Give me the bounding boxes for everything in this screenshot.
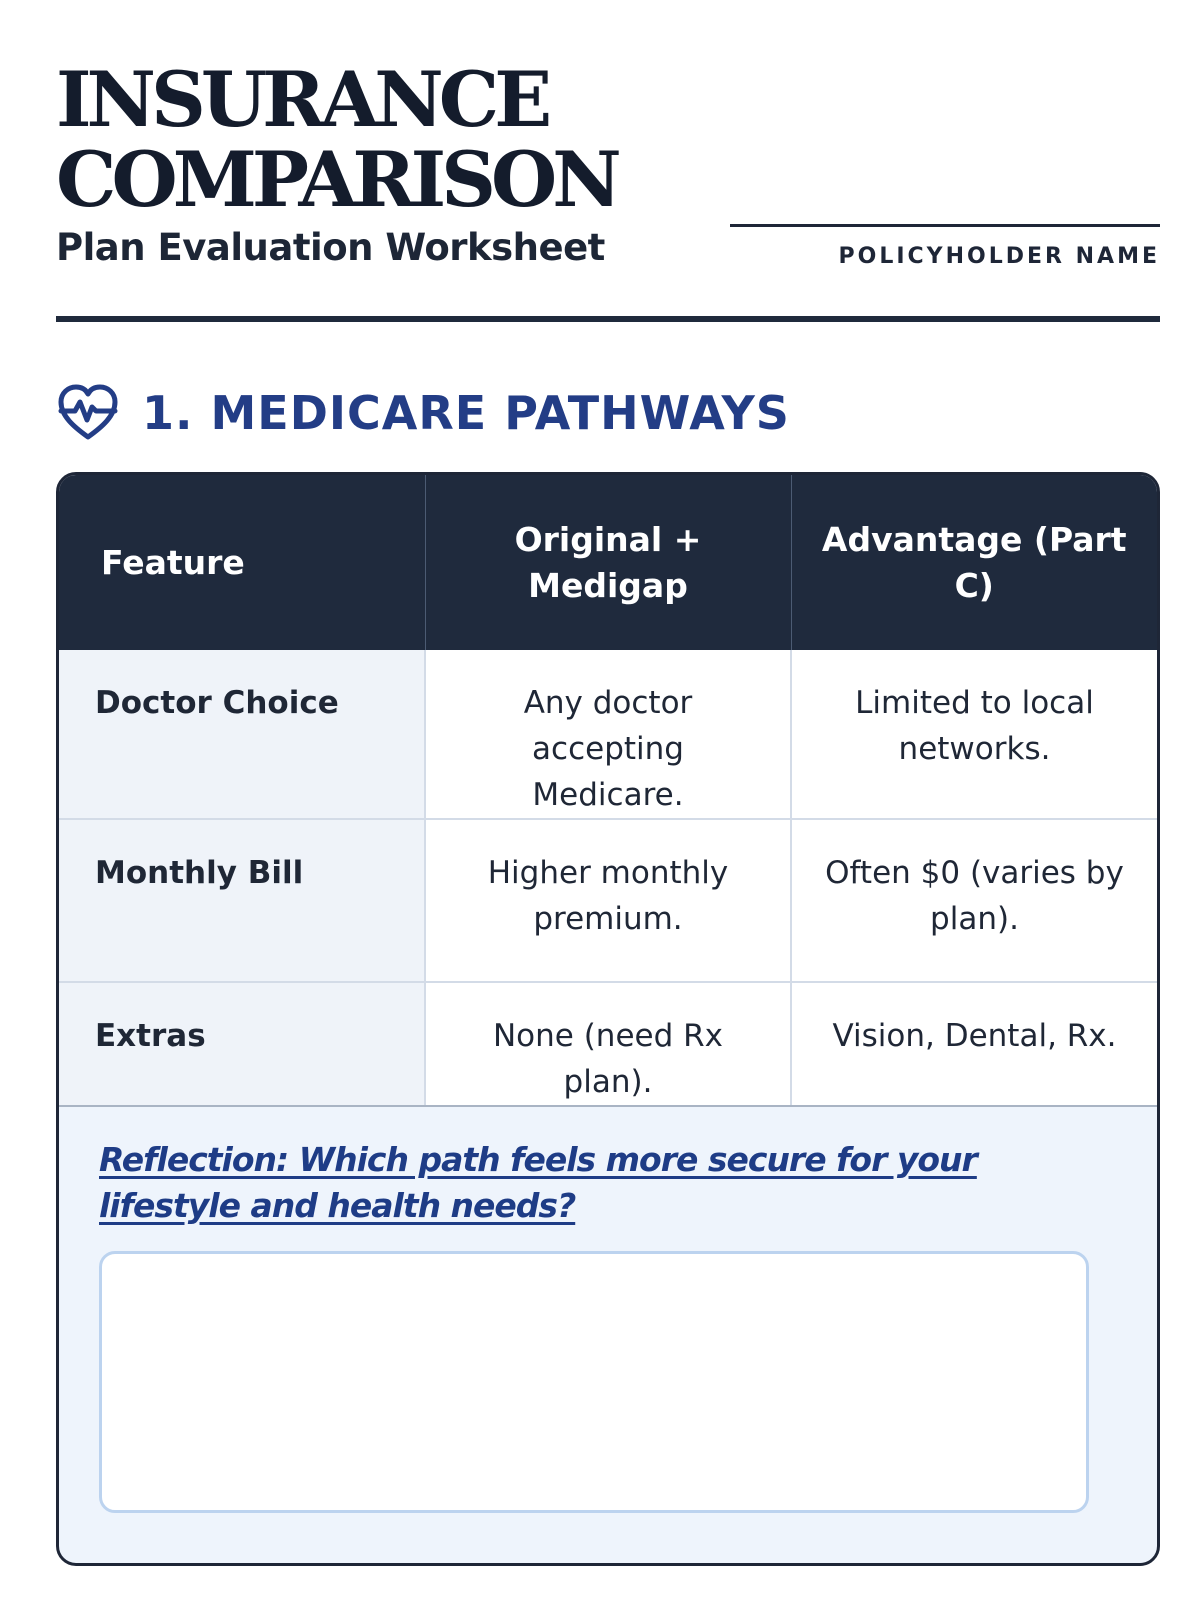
column-header-feature: Feature: [59, 475, 425, 650]
signature-line: [730, 224, 1160, 227]
policyholder-name-label: POLICYHOLDER NAME: [838, 244, 1160, 269]
advantage-cell: Vision, Dental, Rx.: [791, 982, 1157, 1106]
section-title: 1. MEDICARE PATHWAYS: [142, 386, 790, 440]
table-row: [59, 982, 1157, 1106]
comparison-card: [56, 472, 1160, 1566]
original-medigap-cell: None (need Rx plan).: [425, 982, 791, 1106]
table-row: [59, 819, 1157, 982]
advantage-cell: Often $0 (varies by plan).: [791, 819, 1157, 982]
column-header-advantage: Advantage (Part C): [791, 475, 1157, 650]
comparison-table: [59, 475, 1157, 1107]
policyholder-name-field[interactable]: [730, 224, 1160, 284]
worksheet-header: [56, 55, 1160, 322]
feature-cell: Doctor Choice: [59, 650, 425, 819]
reflection-answer-box[interactable]: [99, 1251, 1089, 1513]
reflection-prompt: Reflection: Which path feels more secure for your lifestyle and health needs?: [99, 1140, 977, 1225]
feature-cell: Extras: [59, 982, 425, 1106]
original-medigap-cell: Any doctor accepting Medicare.: [425, 650, 791, 819]
feature-cell: Monthly Bill: [59, 819, 425, 982]
document-title: INSURANCE COMPARISON: [56, 55, 617, 224]
document-subtitle: Plan Evaluation Worksheet: [56, 226, 605, 269]
header-divider: [56, 316, 1160, 322]
table-row: [59, 650, 1157, 819]
advantage-cell: Limited to local networks.: [791, 650, 1157, 819]
original-medigap-cell: Higher monthly premium.: [425, 819, 791, 982]
section-heading: [56, 382, 790, 444]
heart-pulse-icon: [56, 383, 120, 443]
column-header-original-medigap: Original + Medigap: [425, 475, 791, 650]
